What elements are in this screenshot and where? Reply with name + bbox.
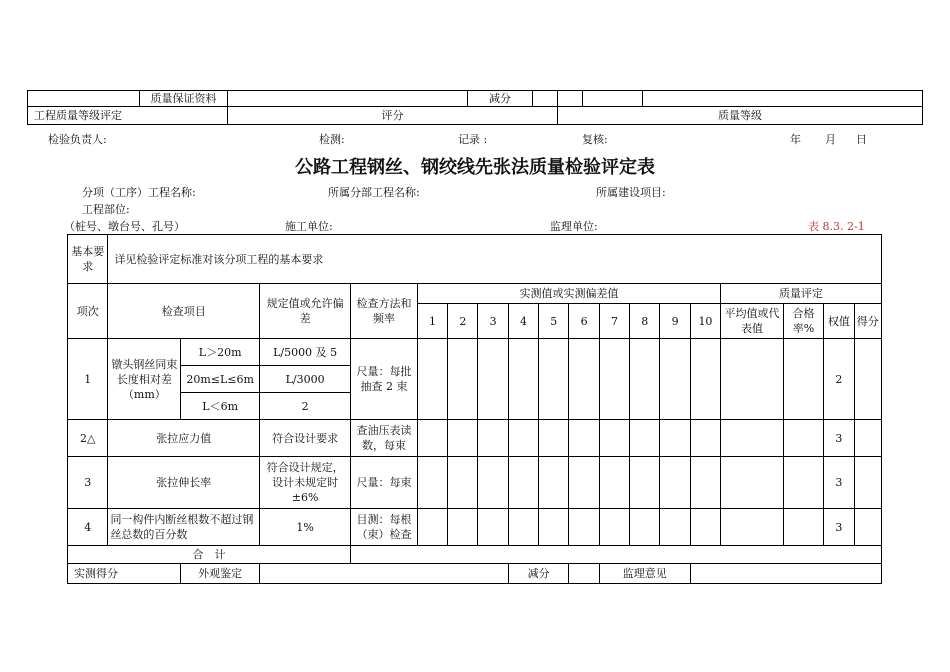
row1-spec-1: L/5000 及 5 [260,339,351,366]
row3-m10[interactable] [690,457,720,509]
grade-eval-label: 工程质量等级评定 [28,107,228,125]
col-5: 5 [539,304,569,339]
row4-m7[interactable] [599,509,629,546]
row1-spec-3: 2 [260,393,351,420]
col-1: 1 [417,304,447,339]
row4-m9[interactable] [660,509,690,546]
reviewer-label: 复核: [582,133,608,146]
builder-label: 施工单位: [285,220,333,233]
row1-cond-2: 20m≤L≤6m [181,366,260,393]
recorder-label: 记录 : [458,133,488,146]
row4-item: 同一构件内断丝根数不超过钢丝总数的百分数 [108,509,260,546]
row1-avg[interactable] [721,339,784,420]
row3-m8[interactable] [630,457,660,509]
row2-method: 查油压表读数，每束 [351,420,418,457]
summary-table [27,90,923,125]
row3-m9[interactable] [660,457,690,509]
opinion-value[interactable] [690,564,881,584]
row2-score[interactable] [854,420,881,457]
header-pass-rate: 合格率% [783,304,823,339]
row2-avg[interactable] [721,420,784,457]
row3-item: 张拉伸长率 [108,457,260,509]
row3-method: 尺量：每束 [351,457,418,509]
col-2: 2 [448,304,478,339]
supervisor-label: 监理单位: [550,220,598,233]
row2-m8[interactable] [630,420,660,457]
row3-spec: 符合设计规定，设计未规定时±6% [260,457,351,509]
total-label: 合 计 [68,546,351,564]
footer-deduct-value[interactable] [569,564,599,584]
row2-m7[interactable] [599,420,629,457]
row3-avg[interactable] [721,457,784,509]
page-title: 公路工程钢丝、钢绞线先张法质量检验评定表 [295,157,655,178]
pile-label: （桩号、墩台号、孔号） [64,220,185,233]
row1-m9[interactable] [660,339,690,420]
row3-pass[interactable] [783,457,823,509]
appearance-value[interactable] [260,564,509,584]
row1-m5[interactable] [539,339,569,420]
row3-m4[interactable] [508,457,538,509]
col-4: 4 [508,304,538,339]
row3-m7[interactable] [599,457,629,509]
row4-m4[interactable] [508,509,538,546]
division-label: 所属分部工程名称: [328,186,420,199]
day-label: 日 [856,133,867,146]
row3-score[interactable] [854,457,881,509]
row1-no: 1 [68,339,108,420]
row1-m4[interactable] [508,339,538,420]
row1-method: 尺量：每批抽查 2 束 [351,339,418,420]
deduct-value-2[interactable] [558,91,583,107]
measured-score-label: 实测得分 [68,564,181,584]
row1-m6[interactable] [569,339,599,420]
row1-m3[interactable] [478,339,508,420]
row1-pass[interactable] [783,339,823,420]
quality-docs-value[interactable] [228,91,468,107]
row2-m2[interactable] [448,420,478,457]
row1-item: 镦头钢丝同束长度相对差（mm） [108,339,181,420]
row3-m5[interactable] [539,457,569,509]
row2-spec: 符合设计要求 [260,420,351,457]
row4-avg[interactable] [721,509,784,546]
row4-m1[interactable] [417,509,447,546]
inspection-table [67,234,882,584]
table-number: 表 8.3. 2-1 [808,220,865,233]
row4-m10[interactable] [690,509,720,546]
deduct-value-4[interactable] [643,91,923,107]
row1-m7[interactable] [599,339,629,420]
row1-m8[interactable] [630,339,660,420]
total-value[interactable] [351,546,882,564]
basic-req-text: 详见检验评定标准对该分项工程的基本要求 [108,235,882,284]
header-item-no: 项次 [68,284,108,339]
row2-m3[interactable] [478,420,508,457]
row4-m8[interactable] [630,509,660,546]
header-score: 得分 [854,304,881,339]
header-check-item: 检查项目 [108,284,260,339]
row2-weight: 3 [824,420,854,457]
row4-m2[interactable] [448,509,478,546]
row3-m3[interactable] [478,457,508,509]
header-spec: 规定值或允许偏差 [260,284,351,339]
row2-m6[interactable] [569,420,599,457]
col-8: 8 [630,304,660,339]
row2-m1[interactable] [417,420,447,457]
row2-item: 张拉应力值 [108,420,260,457]
col-6: 6 [569,304,599,339]
col-9: 9 [660,304,690,339]
deduct-value-1[interactable] [533,91,558,107]
row1-score[interactable] [854,339,881,420]
row4-pass[interactable] [783,509,823,546]
deduct-label: 减分 [468,91,533,107]
sub-project-label: 分项（工序）工程名称: [82,186,196,199]
row1-cond-1: L＞20m [181,339,260,366]
row1-m10[interactable] [690,339,720,420]
deduct-value-3[interactable] [583,91,643,107]
row2-pass[interactable] [783,420,823,457]
row2-m5[interactable] [539,420,569,457]
row2-m9[interactable] [660,420,690,457]
row4-method: 目测：每根（束）检查 [351,509,418,546]
header-measured: 实测值或实测偏差值 [417,284,720,304]
row3-m6[interactable] [569,457,599,509]
grade-label: 质量等级 [558,107,923,125]
header-weight: 权值 [824,304,854,339]
score-label: 评分 [228,107,558,125]
year-label: 年 [790,133,801,146]
header-quality: 质量评定 [721,284,882,304]
col-7: 7 [599,304,629,339]
row1-m1[interactable] [417,339,447,420]
row3-no: 3 [68,457,108,509]
row3-m1[interactable] [417,457,447,509]
site-label: 工程部位: [82,203,130,216]
row1-spec-2: L/3000 [260,366,351,393]
month-label: 月 [825,133,836,146]
row2-no: 2△ [68,420,108,457]
row4-m5[interactable] [539,509,569,546]
footer-deduct-label: 减分 [508,564,569,584]
header-method: 检查方法和频率 [351,284,418,339]
appearance-label: 外观鉴定 [181,564,260,584]
row1-m2[interactable] [448,339,478,420]
header-avg: 平均值或代表值 [721,304,784,339]
row1-weight: 2 [824,339,854,420]
construction-label: 所属建设项目: [596,186,666,199]
row4-m3[interactable] [478,509,508,546]
inspector-label: 检验负责人: [48,133,107,146]
quality-docs-label: 质量保证资料 [140,91,228,107]
row4-weight: 3 [824,509,854,546]
row4-score[interactable] [854,509,881,546]
col-10: 10 [690,304,720,339]
row4-spec: 1% [260,509,351,546]
row4-m6[interactable] [569,509,599,546]
row1-cond-3: L＜6m [181,393,260,420]
row4-no: 4 [68,509,108,546]
row3-weight: 3 [824,457,854,509]
col-3: 3 [478,304,508,339]
row2-m10[interactable] [690,420,720,457]
row2-m4[interactable] [508,420,538,457]
tester-label: 检测: [319,133,345,146]
row3-m2[interactable] [448,457,478,509]
basic-req-label: 基本要求 [68,235,108,284]
opinion-label: 监理意见 [599,564,690,584]
